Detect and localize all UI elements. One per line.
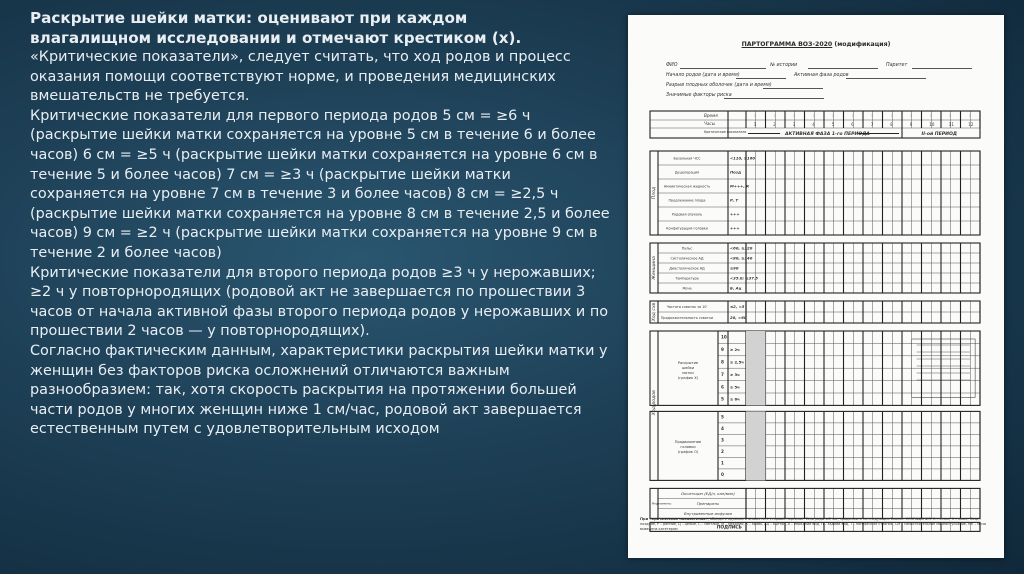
partogram-grid bbox=[628, 15, 1004, 558]
hour-number: 11 bbox=[948, 122, 954, 127]
time-colon: : bbox=[773, 113, 776, 118]
partogram-footer bbox=[640, 517, 994, 532]
woman-row-crit: Б, Ац bbox=[730, 285, 742, 291]
hour-number: 9 bbox=[909, 122, 913, 127]
fetus-row-crit: М+++, К bbox=[730, 183, 750, 189]
time-colon: : bbox=[793, 113, 795, 118]
time-colon: : bbox=[949, 113, 951, 118]
dilation-label-4: (график Х) bbox=[677, 376, 699, 381]
dilation-scale-value: 9 bbox=[721, 347, 724, 353]
second-period-label: II-ой ПЕРИОД bbox=[921, 132, 957, 137]
slide-heading bbox=[30, 8, 610, 48]
descent-scale-value: 4 bbox=[721, 426, 724, 432]
descent-scale-value: 0 bbox=[721, 472, 724, 478]
hours-row-label: Часы bbox=[704, 121, 716, 126]
labor-section-label: Ход родов bbox=[652, 390, 657, 416]
hour-number: 3 bbox=[792, 122, 796, 127]
field-rupture: Разрыв плодных оболочек (дата и время) bbox=[666, 83, 772, 88]
slide-heading-line1: Раскрытие шейки матки: оценивают при каждом bbox=[30, 9, 468, 27]
time-colon: : bbox=[910, 113, 912, 118]
fetus-row-crit: Р, Т bbox=[730, 197, 739, 203]
hour-number: 7 bbox=[870, 122, 874, 127]
fetus-row-name: Базальная ЧСС bbox=[673, 156, 701, 161]
time-colon: : bbox=[890, 113, 893, 118]
contractions-label: Ход схв bbox=[652, 302, 657, 322]
paragraph-normal-criteria: «Критические показатели», следует считать, что ход родов и процесс оказания помощи соответствуют норме, и проведения медицинских вмешательств не требуется. bbox=[30, 49, 571, 105]
descent-label-3: (график О) bbox=[677, 449, 699, 454]
dilation-shaded-col bbox=[746, 331, 766, 405]
partogram-document bbox=[628, 15, 1004, 558]
slide-heading-line2: влагалищном исследовании и отмечают крестиком (х). bbox=[30, 29, 522, 47]
treatment-row-name: Препараты bbox=[696, 500, 720, 506]
treatment-section-label: Медикаменты bbox=[652, 502, 672, 506]
contractions-row-name: Частота схваток за 10' bbox=[666, 305, 708, 309]
field-history: № истории bbox=[770, 63, 798, 68]
dilation-crit-value: ≥ 3ч bbox=[730, 371, 740, 377]
field-labor-start: Начало родов (дата и время) bbox=[666, 73, 740, 78]
paragraph-second-period: Критические показатели для второго периода родов ≥3 ч у нерожавших; ≥2 ч у повторнородящих (родовой акт не завершается по прошествии 3 часов от начала активной фазы второго периода родов у нерожавших и по прошествии 2 часов — у повторнородящих). bbox=[30, 264, 609, 340]
fetus-row-crit: +++ bbox=[730, 211, 740, 217]
woman-label: Женщина bbox=[652, 256, 657, 280]
fetus-row-name: Конфигурация головки bbox=[666, 226, 708, 231]
fetus-row-name: Амниотическая жидкость bbox=[663, 184, 711, 189]
woman-row-name: Диастолическое АД bbox=[669, 266, 705, 271]
woman-row-name: Моча bbox=[682, 286, 692, 291]
dilation-label-3: матки bbox=[682, 371, 694, 376]
partogram-title-main: ПАРТОГРАММА ВОЗ-2020 bbox=[741, 41, 833, 48]
woman-row-name: Температура bbox=[675, 276, 699, 281]
contractions-row-name: Продолжительность схватки bbox=[660, 316, 714, 320]
footer-abbreviations: , обведите кружком и оповестите старший персонал! Если роды ≥8 час, продолжите на следующем бланке. СОКРАЩЕНИЯ: О – отказ, Н – ниже, Позд – поздние, Р – ранние, Ц – целые, С – светлые, М – меконий, К – кровь, Ац – ацетон, А – передний вид, П – задний вид, Т – поперечное стояние, СМ – самостоятельное мочеиспускание, МК – моча выведена катетером bbox=[640, 517, 986, 531]
fetus-row-name: Децелерация bbox=[674, 170, 700, 175]
field-active-phase: Активная фаза родов bbox=[794, 73, 849, 78]
dilation-scale-value: 7 bbox=[721, 371, 724, 377]
descent-label-1: Продвижение bbox=[674, 439, 702, 444]
fetus-row-crit: <110, ≥160 bbox=[730, 155, 755, 161]
dilation-scale-value: 8 bbox=[721, 359, 724, 365]
field-fio: ФИО bbox=[666, 63, 678, 68]
time-colon: : bbox=[968, 113, 971, 118]
hour-number: 8 bbox=[890, 122, 893, 127]
descent-label-2: головки bbox=[680, 444, 696, 449]
paragraph-first-period: Критические показатели для первого периода родов 5 см = ≥6 ч (раскрытие шейки матки сохраняется на уровне 5 см в течение 6 и более часов) 6 см = ≥5 ч (раскрытие шейки матки сохраняется на уровне 6 см в течение 5 и более часов) 7 см = ≥3 ч (раскрытие шейки матки сохраняется на уровне 7 см в течение 3 и более часов) 8 см = ≥2,5 ч (раскрытие шейки матки сохраняется на уровне 8 см в течение 2,5 и более часов) 9 см = ≥2 ч (раскрытие шейки матки сохраняется на уровне 9 см в течение 2 и более часов) bbox=[30, 107, 610, 261]
dilation-scale-value: 6 bbox=[721, 384, 724, 390]
hour-number: 1 bbox=[753, 122, 757, 127]
dilation-label-2: шейки bbox=[681, 366, 695, 371]
hour-number: 4 bbox=[812, 122, 815, 127]
slide-text-block bbox=[30, 8, 610, 440]
treatment-row-name: Внутривенные инфузии bbox=[684, 510, 732, 516]
dilation-crit-value: ≥ 2,5ч bbox=[730, 359, 744, 365]
dilation-scale-value: 5 bbox=[721, 396, 724, 402]
contractions-row-crit: ≤2, >5 bbox=[730, 304, 745, 309]
time-colon: : bbox=[929, 113, 932, 118]
time-colon: : bbox=[871, 113, 873, 118]
hour-number: 12 bbox=[968, 122, 974, 127]
critical-col-label: Критические показатели bbox=[704, 130, 747, 134]
time-colon: : bbox=[754, 113, 756, 118]
woman-row-crit: <80, ≥140 bbox=[730, 255, 753, 261]
active-phase-label: АКТИВНАЯ ФАЗА 1-го ПЕРИОДА bbox=[785, 132, 870, 137]
woman-row-crit: <35.0; ≥37.5 bbox=[730, 275, 758, 281]
partogram-title-suffix: (модификация) bbox=[832, 41, 891, 48]
descent-scale-value: 3 bbox=[721, 437, 724, 443]
contractions-row-crit: 20, >60 bbox=[730, 315, 747, 320]
dilation-label-1: Раскрытие bbox=[677, 361, 699, 366]
paragraph-evidence: Согласно фактическим данным, характеристики раскрытия шейки матки у женщин без факторов риска осложнений отличаются важным разнообразием: так, хотя скорость раскрытия на протяжении большей части родов у многих женщин ниже 1 см/час, родовой акт завершается естественным путем с удовлетворительным исходом bbox=[30, 342, 608, 438]
descent-scale-value: 2 bbox=[721, 449, 724, 455]
dilation-crit-value: ≥ 2ч bbox=[730, 347, 740, 353]
descent-scale-value: 1 bbox=[721, 460, 724, 466]
field-risk: Значимые факторы риска bbox=[666, 93, 732, 98]
signature-label: ПОДПИСЬ bbox=[716, 525, 742, 531]
fetus-label: Плод bbox=[652, 186, 657, 200]
time-colon: : bbox=[851, 113, 854, 118]
time-row-label: Время bbox=[704, 113, 718, 118]
fetus-row-crit: +++ bbox=[730, 225, 740, 231]
hour-number: 5 bbox=[831, 122, 835, 127]
fetus-row-crit: Позд bbox=[730, 169, 742, 175]
field-parity: Паритет bbox=[886, 63, 908, 68]
dilation-scale-value: 10 bbox=[721, 334, 727, 340]
woman-row-crit: ≥90 bbox=[730, 265, 739, 271]
woman-row-name: Систолическое АД bbox=[670, 256, 704, 261]
woman-row-crit: <60, ≥120 bbox=[730, 245, 753, 251]
time-colon: : bbox=[812, 113, 815, 118]
treatment-row-name: Окситоцин (ЕД/л, кап/мин) bbox=[681, 490, 735, 496]
descent-shaded-col bbox=[746, 411, 766, 480]
hour-number: 10 bbox=[929, 122, 935, 127]
dilation-crit-value: ≥ 6ч bbox=[730, 396, 740, 402]
descent-scale-value: 5 bbox=[721, 414, 724, 420]
woman-row-name: Пульс bbox=[681, 246, 693, 251]
fetus-row-name: Предлежание плода bbox=[668, 198, 706, 203]
hour-number: 2 bbox=[773, 122, 776, 127]
time-colon: : bbox=[832, 113, 834, 118]
footer-critical-note: При «критических показателях» bbox=[640, 517, 708, 521]
dilation-crit-value: ≥ 5ч bbox=[730, 384, 740, 390]
hour-number: 6 bbox=[851, 122, 854, 127]
fetus-row-name: Родовая опухоль bbox=[671, 212, 703, 217]
